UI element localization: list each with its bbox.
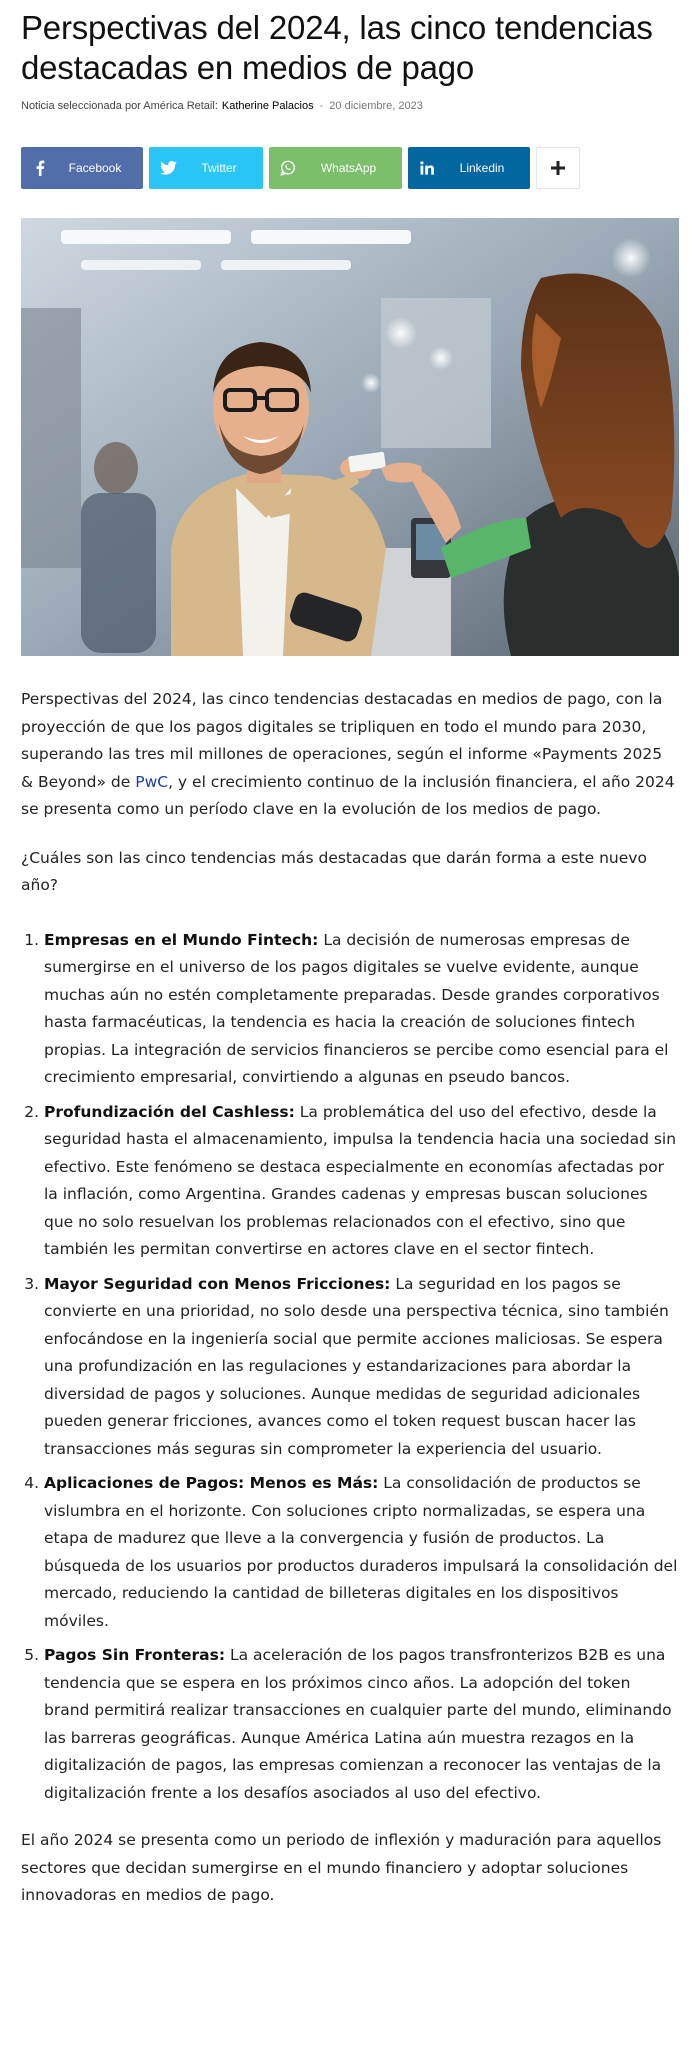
list-item — [44, 927, 679, 1092]
meta-separator: - — [319, 100, 324, 112]
share-more-button[interactable] — [536, 147, 580, 189]
trend-title: Mayor Seguridad con Menos Fricciones: — [44, 1274, 391, 1293]
trend-text: La problemática del uso del efectivo, desde la seguridad hasta el almacenamiento, impulsa la tendencia hacia una sociedad sin efectivo. Este fenómeno se destaca especialmente en economías afectadas por la inflación, como Argentina. Grandes cadenas y empresas buscan soluciones que no solo resuelvan los problemas relacionados con el efectivo, sino que también les permitan convertirse en actores clave en el sector fintech. — [44, 1102, 677, 1258]
pwc-link[interactable]: PwC — [135, 772, 169, 791]
trend-text: La seguridad en los pagos se convierte en una prioridad, no solo desde una perspectiva técnica, sino también enfocándose en la ingeniería social que permite acciones maliciosas. Se espera una profundización en las regulaciones y estandarizaciones para abordar la diversidad de pagos y soluciones. Aunque medidas de seguridad adicionales pueden generar fricciones, avances como el token request buscan hacer las transacciones más seguras sin comprometer la experiencia del usuario. — [44, 1274, 669, 1458]
twitter-bird-icon — [149, 161, 187, 175]
linkedin-icon — [408, 161, 446, 175]
author-link[interactable]: Katherine Palacios — [221, 100, 314, 112]
share-facebook-label: Facebook — [68, 161, 122, 175]
plus-icon — [550, 160, 566, 176]
list-item — [44, 1642, 679, 1807]
article-meta — [21, 98, 679, 114]
trend-title: Aplicaciones de Pagos: Menos es Más: — [44, 1474, 379, 1492]
intro-text-start: Perspectivas del 2024, las cinco tendencias destacadas en medios de pago, con la proyección de que los pagos digitales se tripliquen en todo el mundo para 2030, superando las tres mil millones de operaciones, según el informe «Payments 2025 & Beyond» de — [21, 690, 663, 791]
trends-list — [21, 927, 679, 1808]
whatsapp-icon — [269, 160, 307, 176]
trend-text: La consolidación de productos se vislumbra en el horizonte. Con soluciones cripto normalizadas, se espera una etapa de madurez que lleve a la convergencia y fusión de productos. La búsqueda de los usuarios por productos duraderos impulsará la consolidación del mercado, reduciendo la cantidad de billeteras digitales en los dispositivos móviles. — [44, 1474, 678, 1630]
share-linkedin-label: Linkedin — [459, 161, 505, 175]
trend-title: Pagos Sin Fronteras: — [44, 1646, 226, 1664]
article-page — [0, 6, 700, 1910]
list-item — [44, 1271, 679, 1464]
page-title: Perspectivas del 2024, las cinco tendencias destacadas en medios de pago — [21, 9, 653, 86]
share-linkedin-button[interactable] — [408, 147, 530, 189]
share-whatsapp-label: WhatsApp — [320, 161, 377, 175]
share-twitter-label: Twitter — [201, 161, 237, 175]
question-paragraph: ¿Cuáles son las cinco tendencias más destacadas que darán forma a este nuevo año? — [21, 848, 647, 894]
intro-paragraph — [21, 686, 679, 824]
list-item — [44, 1099, 679, 1264]
share-twitter-button[interactable] — [149, 147, 263, 189]
hero-image — [21, 218, 679, 656]
intro-text-end: , y el crecimiento continuo de la inclusión financiera, el año 2024 se presenta como un período clave en la evolución de los medios de pago. — [21, 772, 675, 818]
list-item — [44, 1470, 679, 1635]
share-bar — [21, 147, 679, 189]
closing-paragraph: El año 2024 se presenta como un periodo de inflexión y maduración para aquellos sectores que decidan sumergirse en el mundo financiero y adoptar soluciones innovadoras en medios de pago. — [21, 1831, 662, 1904]
selected-by-label: Noticia seleccionada por América Retail: — [21, 100, 218, 112]
facebook-icon — [21, 160, 59, 176]
publish-date: 20 diciembre, 2023 — [329, 100, 423, 112]
share-facebook-button[interactable] — [21, 147, 143, 189]
trend-text: La aceleración de los pagos transfronterizos B2B es una tendencia que se espera en los próximos cinco años. La adopción del token brand permitirá realizar transacciones en cualquier parte del mundo, eliminando las barreras geográficas. Aunque América Latina aún muestra rezagos en la digitalización de pagos, las empresas comienzan a reconocer las ventajas de la digitalización frente a los desafíos asociados al uso del efectivo. — [44, 1646, 672, 1802]
trend-title: Empresas en el Mundo Fintech: — [44, 930, 319, 949]
article-body — [21, 686, 679, 1910]
trend-title: Profundización del Cashless: — [44, 1102, 295, 1121]
trend-text: La decisión de numerosas empresas de sumergirse en el universo de los pagos digitales se vuelve evidente, aunque muchas aún no estén completamente preparadas. Desde grandes corporativos hasta farmacéuticas, la tendencia es hacia la creación de soluciones fintech propias. La integración de servicios financieros se percibe como esencial para el crecimiento empresarial, convirtiendo a algunas en pseudo bancos. — [44, 930, 669, 1086]
share-whatsapp-button[interactable] — [269, 147, 402, 189]
